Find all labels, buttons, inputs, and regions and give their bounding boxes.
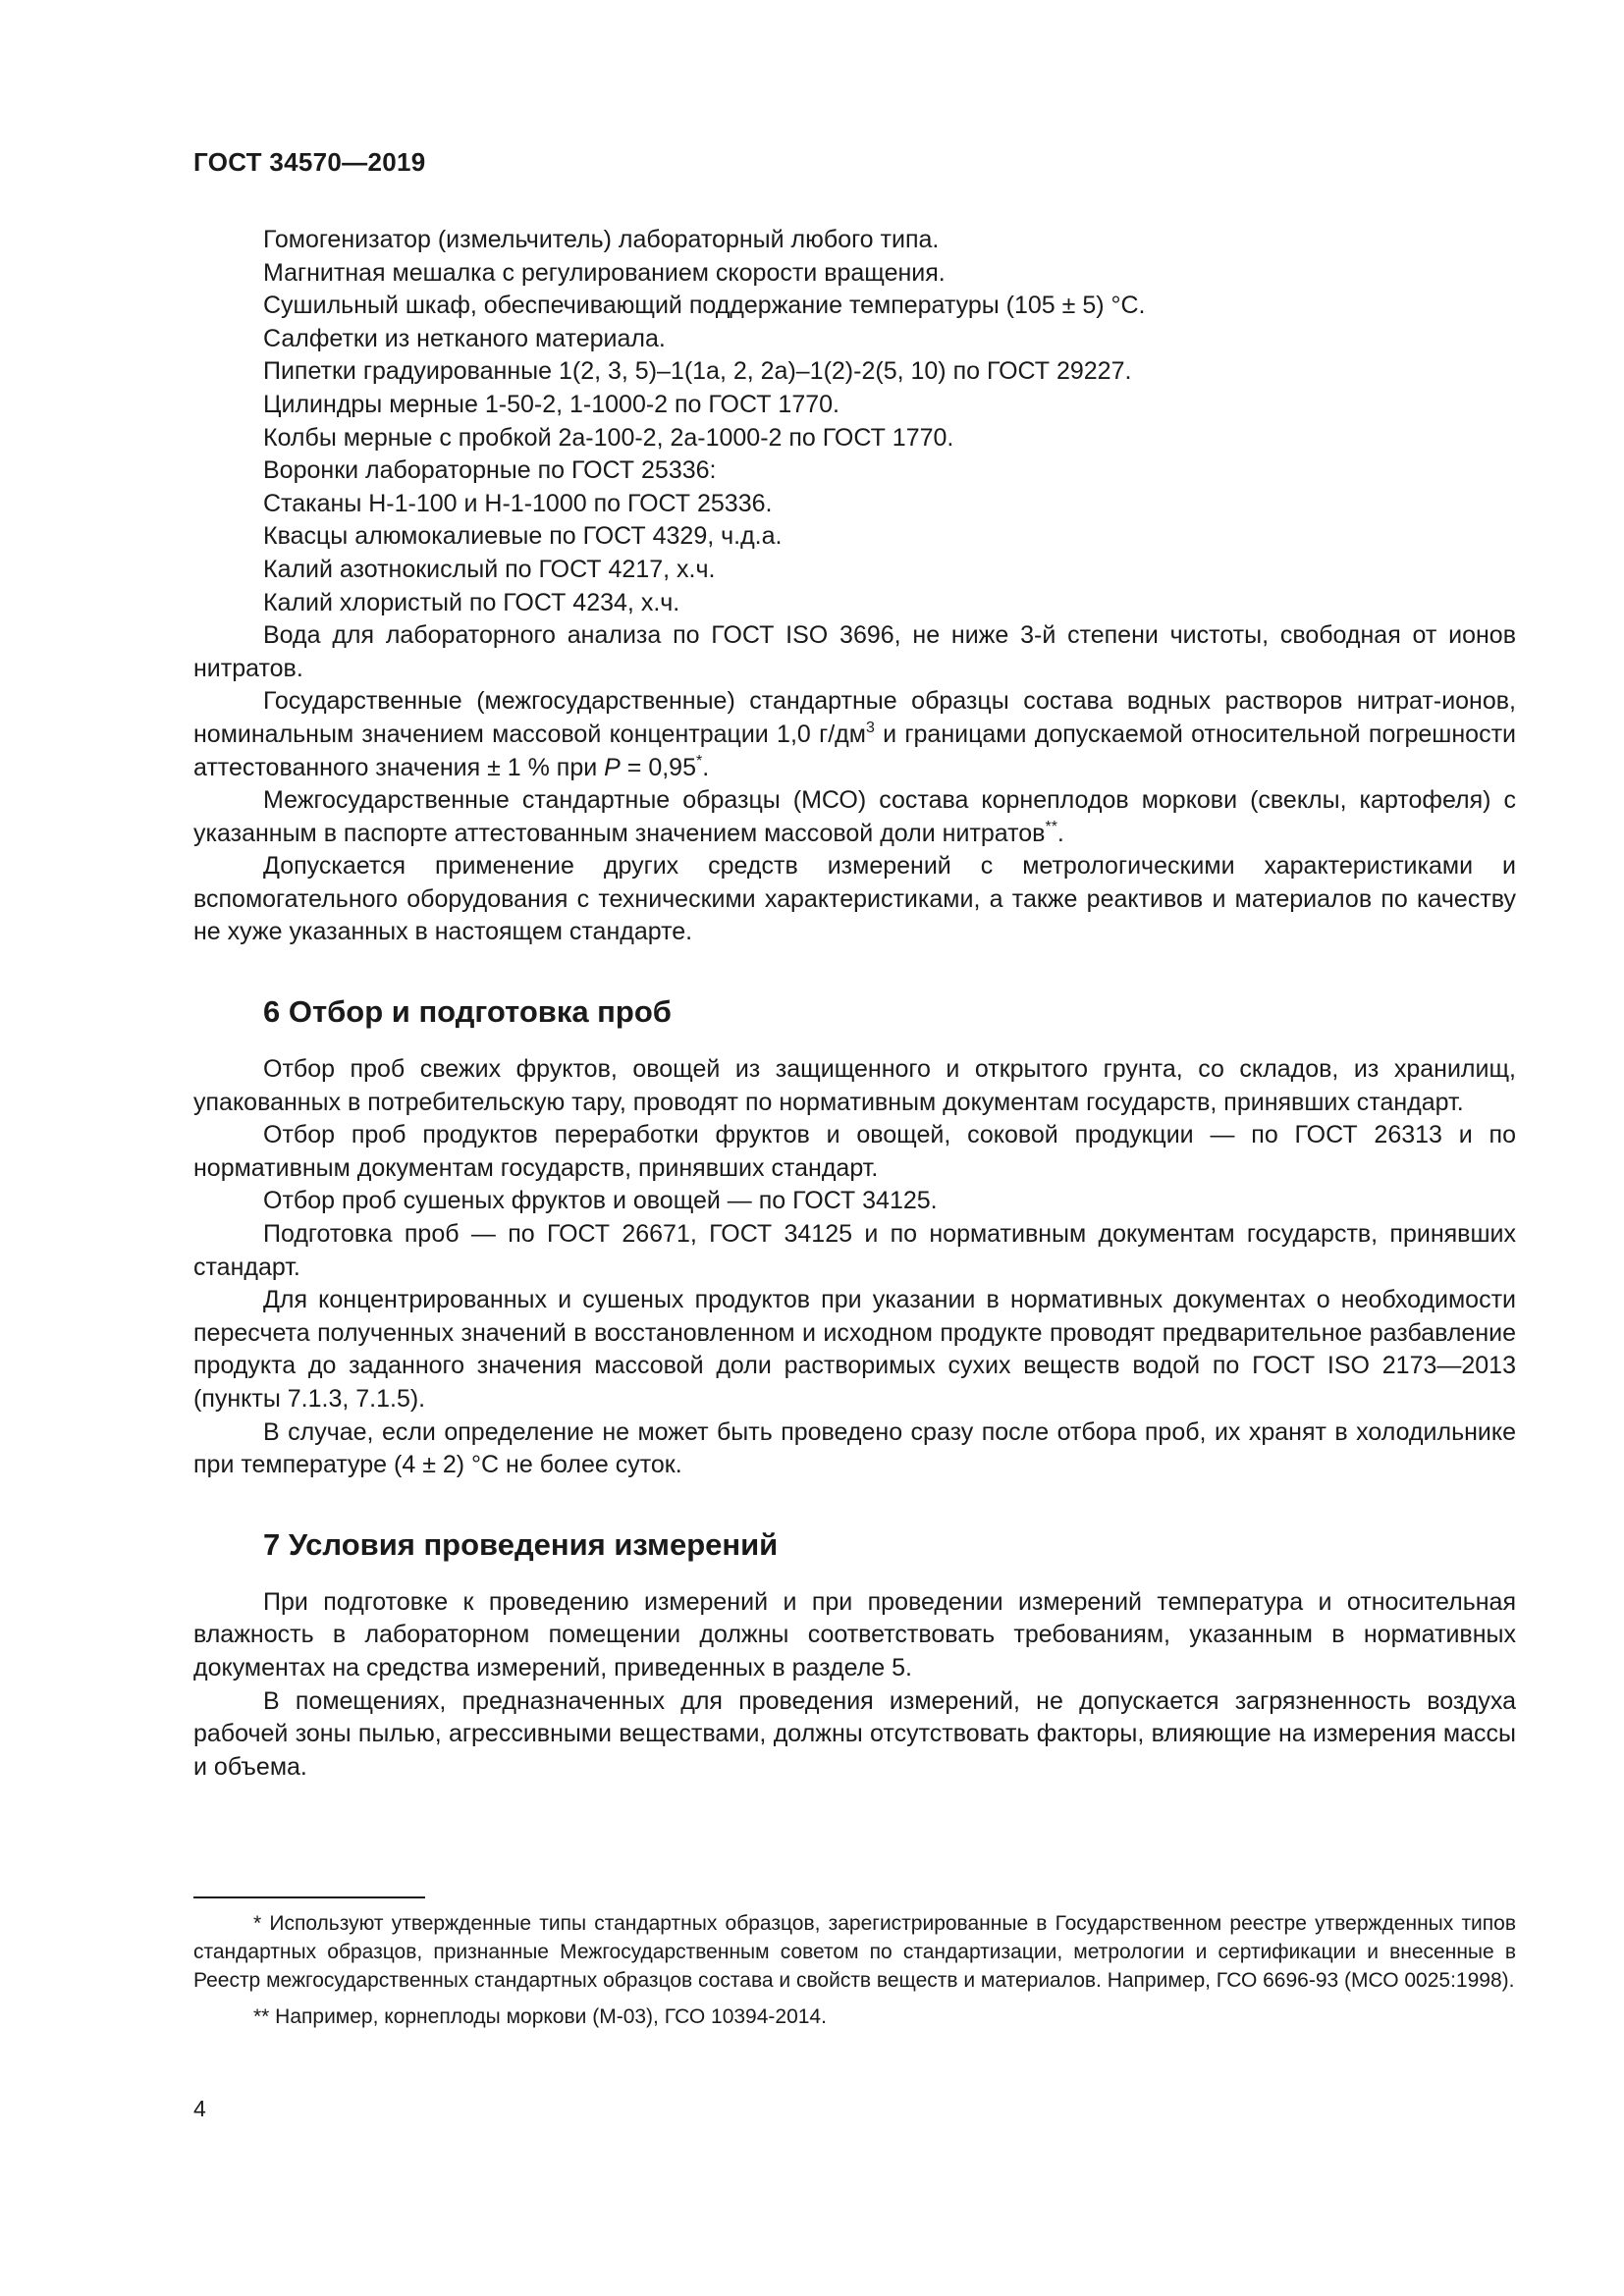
equipment-list — [193, 224, 1516, 685]
section-7-paragraph: При подготовке к проведению измерений и при проведении измерений температура и относительная влажность в лабораторном помещении должны соответствовать требованиям, указанным в нормативных документах на средства измерений, приведенных в разделе 5. — [193, 1587, 1516, 1682]
gso-text-part1: Государственные (межгосударственные) стандартные образцы состава водных растворов нитрат-ионов, номинальным значением массовой концентрации 1,0 г/дм — [193, 687, 1516, 748]
mso-text: Межгосударственные стандартные образцы (МСО) состава корнеплодов моркови (свеклы, картофеля) с указанным в паспорте аттестованным значением массовой доли нитратов — [193, 786, 1516, 847]
footnote-1: * Используют утвержденные типы стандартных образцов, зарегистрированные в Государственном реестре утвержденных типов стандартных образцов, признанные Межгосударственным советом по стандартизации, метрологии и сертификации и внесенные в Реестр межгосударственных стандартных образцов состава и свойств веществ и материалов. Например, ГСО 6696-93 (МСО 0025:1998). — [193, 1912, 1516, 1992]
list-item: Сушильный шкаф, обеспечивающий поддержание температуры (105 ± 5) °С. — [263, 292, 1146, 320]
allow-paragraph: Допускается применение других средств измерений с метрологическими характеристиками и вспомогательного оборудования с техническими характеристиками, а также реактивов и материалов по качеству не хуже указанных в настоящем стандарте. — [193, 852, 1516, 946]
document-header: ГОСТ 34570—2019 — [193, 147, 426, 177]
list-item: Цилиндры мерные 1-50-2, 1-1000-2 по ГОСТ 1770. — [263, 390, 839, 418]
section-6-title: 6 Отбор и подготовка проб — [263, 994, 672, 1030]
list-item: Магнитная мешалка с регулированием скорости вращения. — [263, 258, 946, 287]
section-6-paragraph: Отбор проб продуктов переработки фруктов и овощей, соковой продукции — по ГОСТ 26313 и по нормативным документам государств, принявших стандарт. — [193, 1121, 1516, 1182]
section-6-paragraph: Отбор проб сушеных фруктов и овощей — по ГОСТ 34125. — [263, 1187, 938, 1215]
gso-text-part3: = 0,95 — [620, 753, 696, 781]
section-7-body — [193, 1586, 1516, 1785]
list-item: Квасцы алюмокалиевые по ГОСТ 4329, ч.д.а. — [263, 522, 783, 551]
gso-text-end: . — [702, 753, 710, 781]
section-6-paragraph: Отбор проб свежих фруктов, овощей из защищенного и открытого грунта, со складов, из хранилищ, упакованных в потребительскую тару, проводят по нормативным документам государств, принявших стандарт. — [193, 1055, 1516, 1116]
footnote-ref-2[interactable]: ** — [1045, 818, 1057, 835]
list-item: Гомогенизатор (измельчитель) лабораторный любого типа. — [263, 226, 940, 253]
footnote-ref-1[interactable]: * — [695, 752, 703, 770]
list-item: Пипетки градуированные 1(2, 3, 5)–1(1а, 2, 2а)–1(2)-2(5, 10) по ГОСТ 29227. — [263, 357, 1132, 386]
footnotes — [193, 1909, 1516, 2031]
section-6-paragraph: В случае, если определение не может быть проведено сразу после отбора проб, их хранят в холодильнике при температуре (4 ± 2) °С не более суток. — [193, 1417, 1516, 1479]
list-item: Воронки лабораторные по ГОСТ 25336: — [263, 456, 717, 485]
list-item: Салфетки из нетканого материала. — [263, 324, 666, 352]
list-item: Калий азотнокислый по ГОСТ 4217, х.ч. — [263, 555, 716, 583]
section-7-title: 7 Условия проведения измерений — [263, 1526, 779, 1562]
section-6-body — [193, 1053, 1516, 1482]
list-item: Калий хлористый по ГОСТ 4234, х.ч. — [263, 588, 680, 616]
gso-p-variable: P — [604, 753, 621, 781]
mso-paragraph — [193, 784, 1516, 850]
page-number: 4 — [193, 2096, 206, 2121]
list-item: Стаканы Н-1-100 и Н-1-1000 по ГОСТ 25336. — [263, 489, 773, 517]
list-item: Колбы мерные с пробкой 2а-100-2, 2а-1000-2 по ГОСТ 1770. — [263, 423, 954, 452]
footnote-divider — [193, 1896, 425, 1898]
section-6-paragraph: Подготовка проб — по ГОСТ 26671, ГОСТ 34125 и по нормативным документам государств, принявших стандарт. — [193, 1220, 1516, 1281]
document-body — [193, 224, 1516, 1784]
gso-unit-superscript: 3 — [865, 719, 875, 736]
gso-paragraph — [193, 685, 1516, 784]
footnote-2: ** Например, корнеплоды моркови (М-03), ГСО 10394-2014. — [253, 2005, 827, 2028]
gso-text-part2: и границами допускаемой относительной погрешности аттестованного значения ± 1 % при — [193, 720, 1516, 781]
section-6-paragraph: Для концентрированных и сушеных продуктов при указании в нормативных документах о необходимости пересчета полученных значений в восстановленном и исходном продукте проводят предварительное разбавление продукта до заданного значения массовой доли растворимых сухих веществ водой по ГОСТ ISO 2173—2013 (пункты 7.1.3, 7.1.5). — [193, 1286, 1516, 1413]
mso-text-end: . — [1056, 819, 1064, 847]
list-item: Вода для лабораторного анализа по ГОСТ ISO 3696, не ниже 3-й степени чистоты, свободная от ионов нитратов. — [193, 621, 1516, 682]
section-7-paragraph: В помещениях, предназначенных для проведения измерений, не допускается загрязненность воздуха рабочей зоны пылью, агрессивными веществами, должны отсутствовать факторы, влияющие на измерения массы и объема. — [193, 1686, 1516, 1781]
